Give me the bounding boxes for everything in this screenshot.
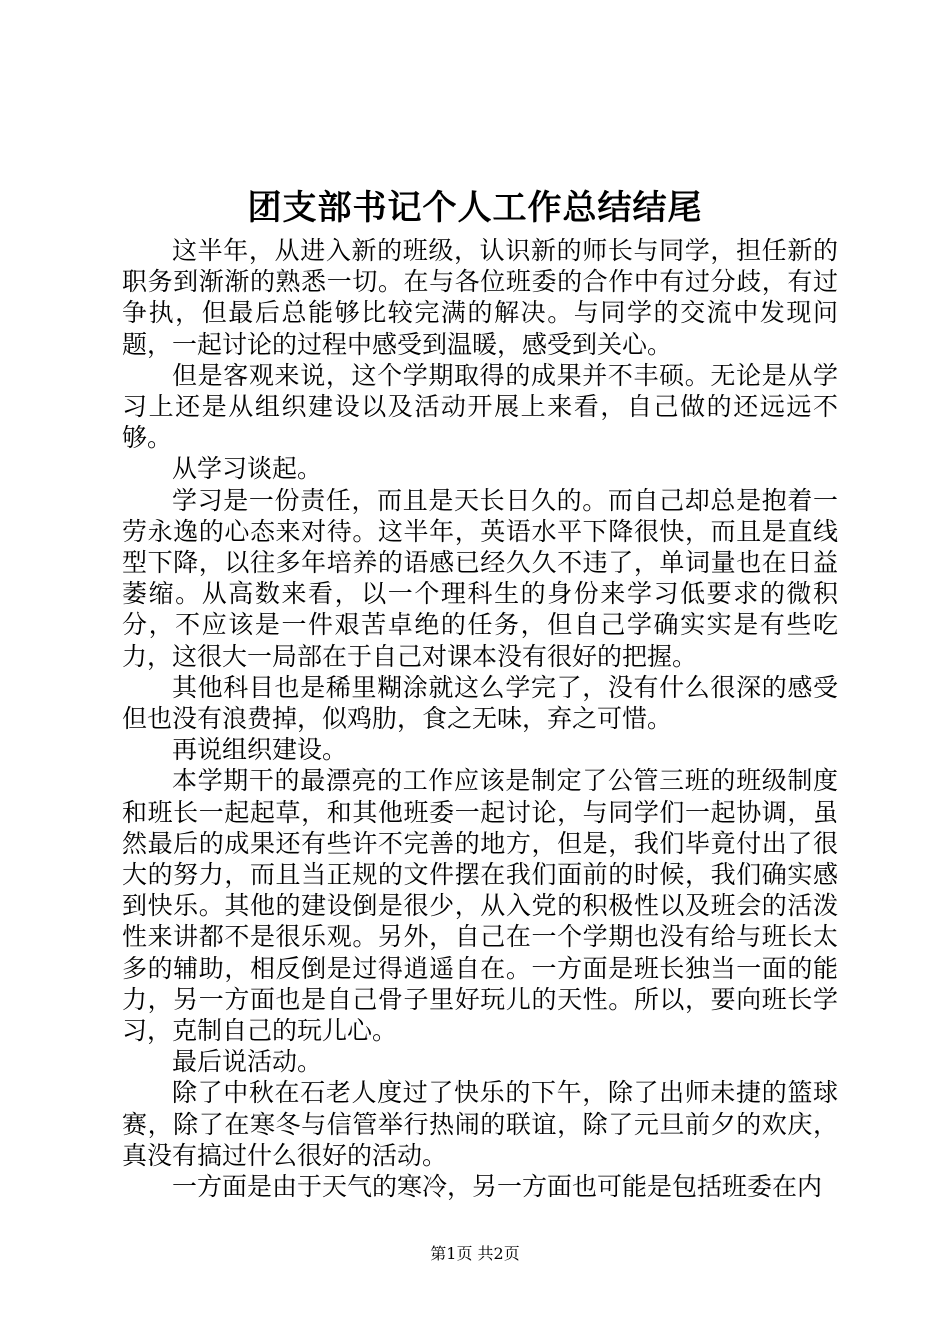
paragraph: 这半年，从进入新的班级，认识新的师长与同学，担任新的职务到渐渐的熟悉一切。在与各位班委的合作中有过分歧，有过争执，但最后总能够比较完满的解决。与同学的交流中发现问题，一起讨论的过程中感受到温暖，感受到关心。 bbox=[122, 236, 838, 359]
paragraph: 学习是一份责任，而且是天长日久的。而自己却总是抱着一劳永逸的心态来对待。这半年，英语水平下降很快，而且是直线型下降，以往多年培养的语感已经久久不违了，单词量也在日益萎缩。从高数来看，以一个理科生的身份来学习低要求的微积分，不应该是一件艰苦卓绝的任务，但自己学确实实是有些吃力，这很大一局部在于自己对课本没有很好的把握。 bbox=[122, 485, 838, 671]
paragraph: 从学习谈起。 bbox=[172, 454, 323, 484]
document-title: 团支部书记个人工作总结结尾 bbox=[247, 188, 703, 228]
page-footer: 第1页 共2页 bbox=[430, 1244, 520, 1263]
paragraph: 再说组织建设。 bbox=[172, 735, 348, 765]
paragraph: 一方面是由于天气的寒冷，另一方面也可能是包括班委在内 bbox=[172, 1172, 823, 1202]
paragraph: 其他科目也是稀里糊涂就这么学完了，没有什么很深的感受但也没有浪费掉，似鸡肋，食之无味，弃之可惜。 bbox=[122, 672, 838, 734]
document-body bbox=[122, 235, 838, 1202]
paragraph: 但是客观来说，这个学期取得的成果并不丰硕。无论是从学习上还是从组织建设以及活动开展上来看，自己做的还远远不够。 bbox=[122, 360, 838, 453]
paragraph: 最后说活动。 bbox=[172, 1047, 323, 1077]
paragraph: 本学期干的最漂亮的工作应该是制定了公管三班的班级制度和班长一起起草，和其他班委一起讨论，与同学们一起协调，虽然最后的成果还有些许不完善的地方，但是，我们毕竟付出了很大的努力，而且当正规的文件摆在我们面前的时候，我们确实感到快乐。其他的建设倒是很少，从入党的积极性以及班会的活泼性来讲都不是很乐观。另外，自己在一个学期也没有给与班长太多的辅助，相反倒是过得逍遥自在。一方面是班长独当一面的能力，另一方面也是自己骨子里好玩儿的天性。所以，要向班长学习，克制自己的玩儿心。 bbox=[122, 766, 838, 1046]
paragraph: 除了中秋在石老人度过了快乐的下午，除了出师未捷的篮球赛，除了在寒冬与信管举行热闹的联谊，除了元旦前夕的欢庆，真没有搞过什么很好的活动。 bbox=[122, 1078, 838, 1170]
